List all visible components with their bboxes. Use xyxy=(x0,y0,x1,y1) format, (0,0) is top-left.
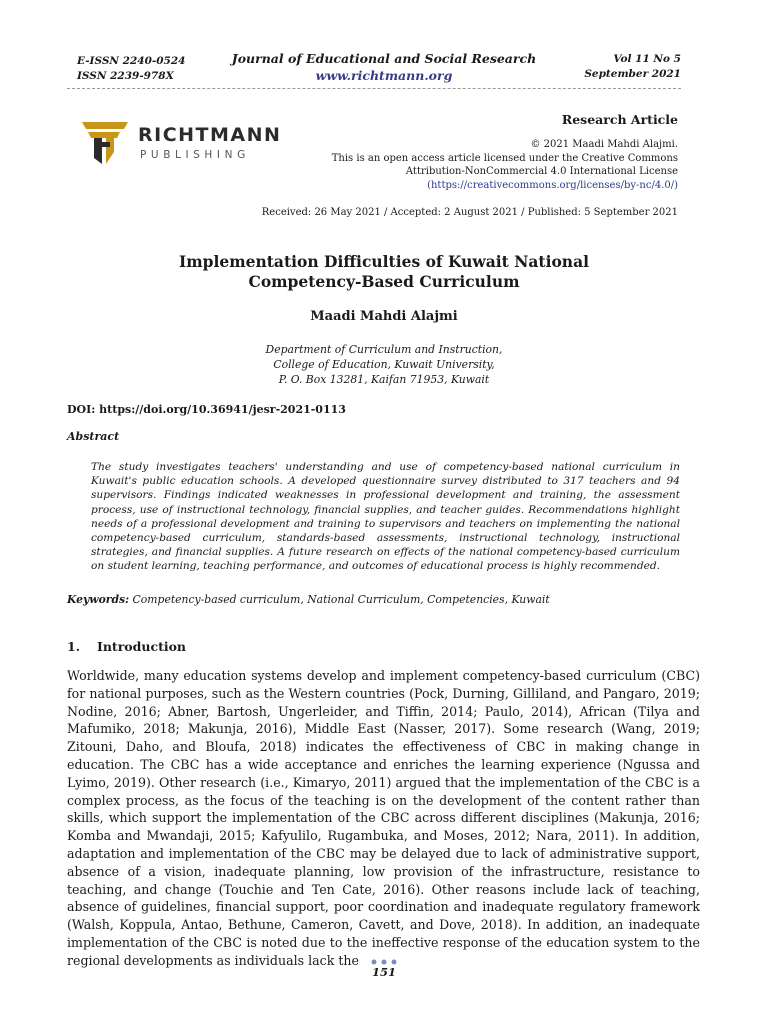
publisher-logo xyxy=(80,118,280,168)
header-journal-block xyxy=(200,50,568,85)
header-eissn: E-ISSN 2240-0524 xyxy=(77,55,186,67)
article-type: Research Article xyxy=(561,112,678,127)
affiliation-line-1: Department of Curriculum and Instruction, xyxy=(265,343,503,356)
publisher-logo-name: RICHTMANN xyxy=(138,124,282,146)
section-number: 1. xyxy=(67,639,81,654)
copyright-line: © 2021 Maadi Mahdi Alajmi. xyxy=(530,139,678,150)
license-line-1: This is an open access article licensed under the Creative Commons xyxy=(331,152,678,164)
doi-link[interactable]: DOI: https://doi.org/10.36941/jesr-2021-0113 xyxy=(67,403,346,416)
affiliation-line-3: P. O. Box 13281, Kaifan 71953, Kuwait xyxy=(278,373,490,386)
abstract-heading: Abstract xyxy=(67,430,120,443)
author-affiliation xyxy=(110,342,658,387)
header-issn-block xyxy=(77,54,185,84)
body-paragraph: Worldwide, many education systems develop and implement competency-based curriculum (CBC) for national purposes, such as the Western countries (Pock, Durning, Gilliland, and Pangaro, 2019; Nodine, 2016; Abner, Bartosh, Ungerleider, and Tiffin, 2014; Paulo, 2014), African (Tilya and Mafumiko, 2018; Makunja, 2016), Middle East (Nasser, 2017). Some research (Wang, 2019; Zitouni, Daho, and Bloufa, 2018) indicates the effectiveness of CBC in making change in education. The CBC has a wide acceptance and enriches the learning experience (Ngussa and Lyimo, 2019). Other research (i.e., Kimaryo, 2011) argued that the implementation of the CBC is a complex process, as the focus of the teaching is on the development of the content rather than skills, which support the implementation of the CBC across different disciplines (Makunja, 2016; Komba and Mwandaji, 2015; Kafyulilo, Rugambuka, and Moses, 2012; Nara, 2011). In addition, adaptation and implementation of the CBC may be delayed due to lack of administrative support, absence of a vision, inadequate planning, low provision of the infrastructure, resistance to teaching, and change (Touchie and Ten Cate, 2016). Other reasons include lack of teaching, absence of guidelines, financial support, poor coordination and inadequate regulatory framework (Walsh, Koppula, Antao, Bethune, Cameron, Cavett, and Dove, 2018). In addition, an inadequate implementation of the CBC is noted due to the ineffective response of the education system to the regional developments as individuals lack the xyxy=(67,668,700,968)
author-name: Maadi Mahdi Alajmi xyxy=(310,309,458,324)
paper-title xyxy=(110,252,658,292)
page-number: 151 xyxy=(371,965,396,979)
publication-dates: Received: 26 May 2021 / Accepted: 2 August 2021 / Published: 5 September 2021 xyxy=(261,207,678,218)
publisher-logo-icon xyxy=(80,118,136,168)
license-line-2: Attribution-NonCommercial 4.0 International License xyxy=(405,166,678,177)
header-date: September 2021 xyxy=(584,68,681,80)
keywords-text: Competency-based curriculum, National Curriculum, Competencies, Kuwait xyxy=(132,593,550,606)
section-heading-introduction xyxy=(67,639,186,654)
abstract-text: The study investigates teachers' understanding and use of competency-based national curriculum in Kuwait's public education schools. A developed questionnaire survey distributed to 317 teachers and 94 supervisors. Findings indicated weaknesses in professional development and training, the assessment process, use of instructional technology, financial supplies, and teacher guides. Recommendations highlight needs of a professional development and training to supervisors and teachers on implementing the national competency-based curriculum, standards-based assessments, instructional technology, instructional strategies, and financial supplies. A future research on effects of the national competency-based curriculum on student learning, teaching performance, and outcomes of educational process is highly recommended. xyxy=(91,461,680,573)
header-volume-block xyxy=(584,52,681,82)
keywords xyxy=(67,593,550,606)
header-divider xyxy=(67,88,681,89)
license-link[interactable]: (https://creativecommons.org/licenses/by-nc/4.0/) xyxy=(427,179,678,191)
paper-title-line-2: Competency-Based Curriculum xyxy=(248,272,520,291)
header-issn: ISSN 2239-978X xyxy=(77,70,174,82)
section-title: Introduction xyxy=(97,639,187,654)
publisher-logo-sub: PUBLISHING xyxy=(140,149,250,161)
affiliation-line-2: College of Education, Kuwait University, xyxy=(273,358,495,371)
keywords-label: Keywords: xyxy=(67,593,130,606)
license-block xyxy=(258,138,678,192)
header-volume: Vol 11 No 5 xyxy=(613,53,681,65)
header-journal-title: Journal of Educational and Social Research xyxy=(231,51,537,66)
paper-title-line-1: Implementation Difficulties of Kuwait National xyxy=(178,252,590,271)
header-journal-url[interactable]: www.richtmann.org xyxy=(315,68,453,83)
